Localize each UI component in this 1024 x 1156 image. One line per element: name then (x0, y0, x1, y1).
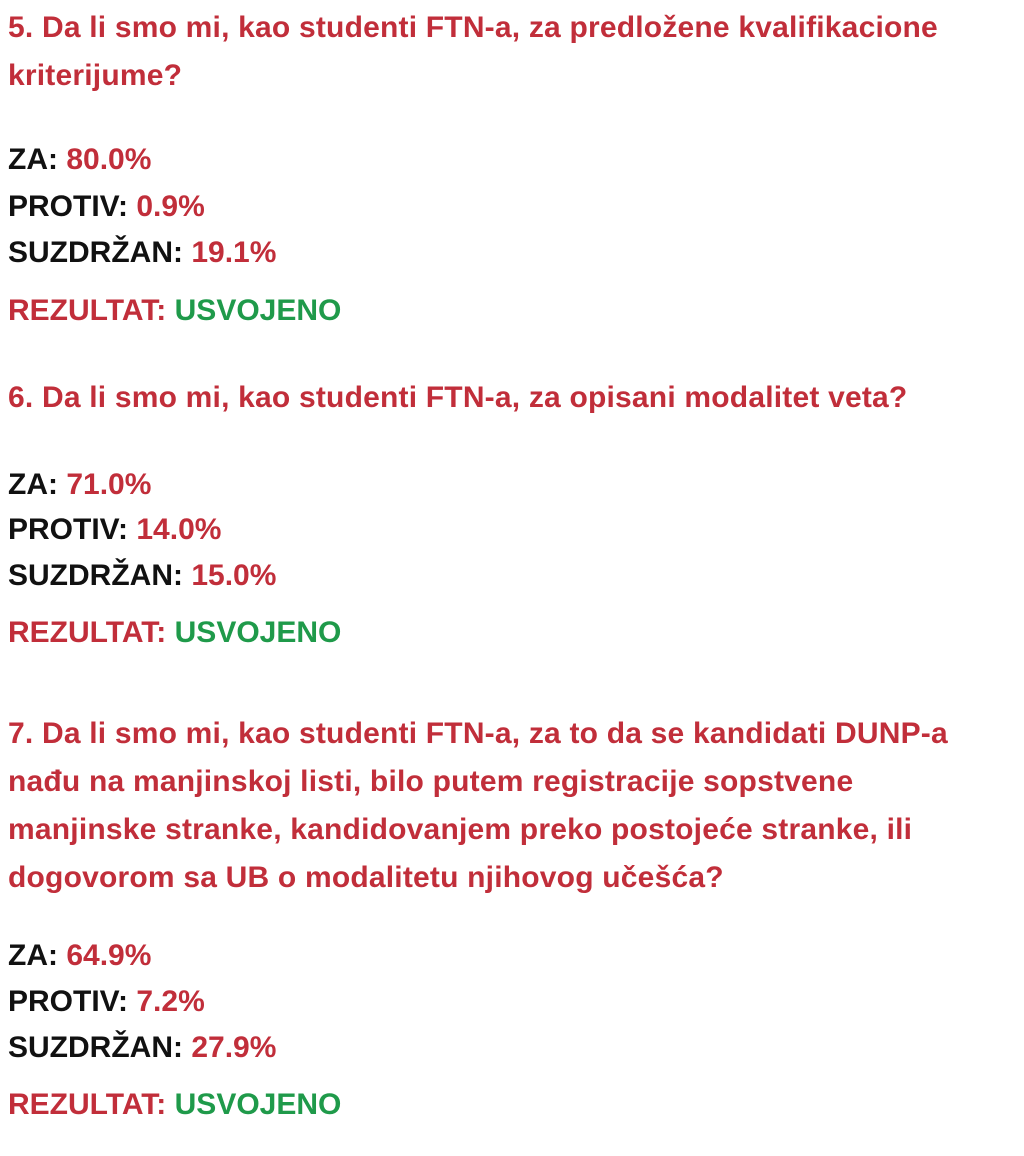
vote-value: 80.0% (66, 143, 152, 176)
vote-value: 15.0% (191, 559, 277, 592)
vote-value: 27.9% (191, 1031, 277, 1064)
question-7-text: 7. Da li smo mi, kao studenti FTN-a, za to da se kandidati DUNP-a nađu na manjinskoj listi, bilo putem registracije sopstvene manjinske stranke, kandidovanjem preko postojeće stranke, ili dogovorom sa UB o modalitetu njihovog učešća? (8, 717, 948, 894)
question-6-vote-protiv (8, 510, 221, 550)
vote-value: 14.0% (136, 513, 222, 546)
result-value: USVOJENO (174, 294, 342, 327)
question-6-result (8, 613, 341, 653)
vote-value: 0.9% (136, 190, 205, 223)
result-value: USVOJENO (174, 616, 342, 649)
question-5-vote-protiv (8, 187, 205, 227)
vote-label: ZA: (8, 939, 58, 972)
question-7-vote-protiv (8, 982, 205, 1022)
question-6-vote-za (8, 465, 151, 505)
vote-value: 7.2% (136, 985, 205, 1018)
question-5-vote-za (8, 140, 151, 180)
result-label: REZULTAT: (8, 1088, 167, 1121)
question-5-text: 5. Da li smo mi, kao studenti FTN-a, za predložene kvalifikacione kriterijume? (8, 11, 938, 92)
vote-value: 64.9% (66, 939, 152, 972)
question-5-result (8, 291, 341, 331)
vote-value: 19.1% (191, 236, 277, 269)
vote-label: SUZDRŽAN: (8, 559, 183, 592)
vote-label: SUZDRŽAN: (8, 236, 183, 269)
question-7-result (8, 1085, 341, 1125)
question-7-vote-suzdrzan (8, 1028, 276, 1068)
result-value: USVOJENO (174, 1088, 342, 1121)
vote-label: SUZDRŽAN: (8, 1031, 183, 1064)
question-6-vote-suzdrzan (8, 556, 276, 596)
vote-label: PROTIV: (8, 190, 129, 223)
question-5-vote-suzdrzan (8, 233, 276, 273)
result-label: REZULTAT: (8, 294, 167, 327)
vote-value: 71.0% (66, 468, 152, 501)
question-6-text: 6. Da li smo mi, kao studenti FTN-a, za opisani modalitet veta? (8, 381, 908, 414)
question-7-vote-za (8, 936, 151, 976)
vote-label: PROTIV: (8, 985, 129, 1018)
vote-label: PROTIV: (8, 513, 129, 546)
result-label: REZULTAT: (8, 616, 167, 649)
vote-label: ZA: (8, 143, 58, 176)
vote-label: ZA: (8, 468, 58, 501)
